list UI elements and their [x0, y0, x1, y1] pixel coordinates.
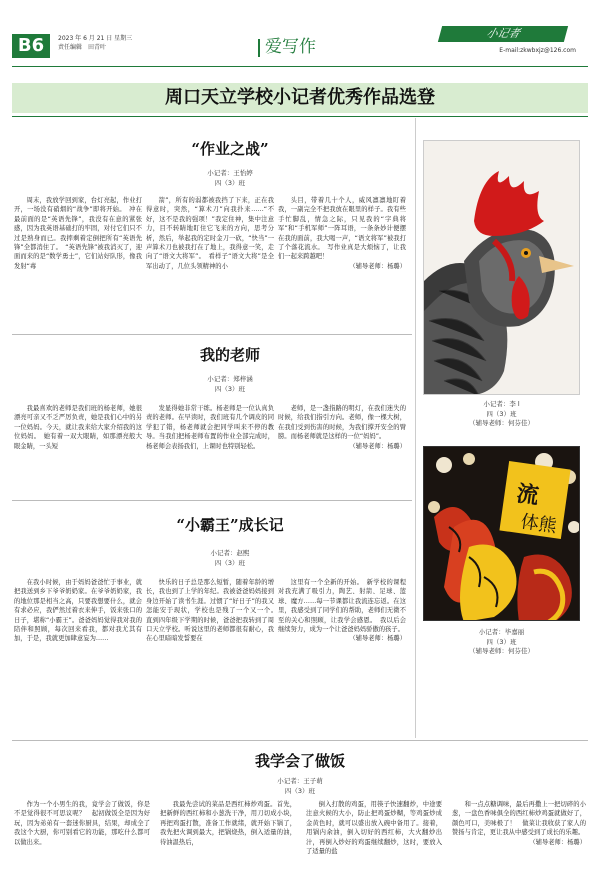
column-logo: 小记者: [438, 26, 568, 42]
article-4-col-4-text: 和一点点糖调味，最后再撒上一把切碎的小葱，一盘色香味俱全的西红柿炒鸡蛋就做好了，颜色可口，美味极了！ 做菜让我收获了家人的赞扬与肯定，更让我从中感受到了成长的乐趣。: [452, 801, 586, 837]
rooster-class: 四（3）班: [486, 409, 517, 418]
article-1-col-3: [278, 196, 406, 326]
article-1-class: 四（3）班: [214, 179, 246, 187]
article-2-col-3-text: 老师，是一盏指路的明灯，在我们迷失的时候，给我们指引方向。老师，像一棵大树，在我们受到伤害的时候，为我们撑开安全的臂膀。而杨老师就是这样的一位“妈妈”。: [278, 405, 406, 441]
column-divider: [415, 118, 416, 738]
svg-text:体熊: 体熊: [519, 511, 558, 538]
article-2-mentor: （辅导老师：杨璐）: [349, 442, 406, 450]
article-1-author: 小记者：王怡婷: [207, 169, 253, 177]
article-4-col-2: 我最先尝试的菜品是西红柿炒鸡蛋。首先，把新鲜的西红柿和小葱洗干净，用刀切成小块，再把鸡蛋打散，准备工作就绪，就开始下锅了，我先把火调到最大，把锅烧热，倒入适量的油，待油温热后，: [160, 801, 296, 846]
article-2-class: 四（3）班: [214, 385, 246, 393]
article-3-author: 小记者：赵熙: [210, 549, 250, 557]
article-3-col-3-text: 这里有一个全新的开始。 新学校的课程对我充满了吸引力，陶艺、射箭、足球、篮球、魔方……每一节课都让我流连忘返。在这里，我感受到了同学们的帮助，老师们无微不至的关心和照顾，让我学会感恩。 我以后会继续努力，成为一个让爸爸妈妈骄傲的孩子。: [278, 579, 406, 634]
dragon-painting: [423, 446, 580, 621]
article-3-class: 四（3）班: [214, 559, 246, 567]
article-4-mentor: （辅导老师：杨璐）: [529, 838, 586, 846]
article-2-byline: [180, 374, 280, 394]
page-banner: 周口天立学校小记者优秀作品选登: [12, 83, 588, 113]
article-3-mentor: （辅导老师：杨璐）: [349, 635, 406, 643]
dragon-author: 小记者：毕嘉丽: [478, 628, 525, 636]
header-rule: [12, 66, 588, 67]
article-1-col-1: 周末，我放学回到家，台灯亮起，作业打开，一场没有硝烟的“战争”即将开始。 冲在最前面的是“英语先锋”，我没有在意的紧张感，因为我英语基础打的牢固，对付它们只不过是熟身而已。我摔剩着定倒把所有“英语先锋”全都消住了。 “英语先锋”被我消灭了，迎面而来的是“数学勇士”，它们站好队形，像我发射“毒: [14, 197, 142, 270]
article-2-col-1: 我最喜欢的老师是我们班的杨老师，她很漂亮可亲又不乏严厉负责，她是我们心中的另一位妈妈。今天，就让我来给大家介绍我的这位妈妈。 她有着一双大眼睛，如那漂亮般大眼金睛，一头短: [14, 405, 142, 450]
rooster-painting: [423, 140, 580, 395]
header-date-block: [58, 34, 168, 52]
article-1-byline: [180, 168, 280, 188]
article-4-col-1: 作为一个小男生的我，竟学会了做饭，你是不是觉得很不可思议呢？ 起初做饭全是因为好玩，因为弟弟有一套迷你厨具，结果，却成全了我这个大厨，你可别看它的功能，那吃什么都可以做出来。: [14, 801, 150, 846]
article-4-col-4: [452, 800, 586, 886]
article-1-title: “作业之战”: [191, 140, 269, 158]
dragon-illustration: [424, 447, 580, 621]
article-divider: [12, 740, 588, 741]
dragon-class: 四（3）班: [486, 637, 517, 646]
header-email: E-mail:zkwbxjz@126.com: [499, 47, 576, 54]
article-2-title: 我的老师: [199, 346, 260, 364]
article-1-mentor: （辅导老师：杨璐）: [349, 262, 406, 270]
article-4-col-3: 倒入打散的鸡蛋，用筷子快速翻炒，中途要注意火候的大小，防止把鸡蛋炒糊，等鸡蛋炒成金黄色时，就可以盛出放入碗中备用了。接着，用锅内余油，倒入切好的西红柿，大火翻炒出汁，再倒入炒好的鸡蛋继续翻炒，这时，要放入了适量的盐: [306, 801, 442, 856]
section-label: 爱写作: [265, 37, 316, 57]
article-1-col-2: 箭”，所有的弱都被我挡了下来，正在我得意时，突然，“算术刀”向我扑来……“不好，这不是我的强项！”我定住神，集中注意力，目不转睛地盯住它飞来的方向，思考分析，然后，举起我的定时金刀一砍，“快当”一声算术刀也被我打在了地上，我得意一笑，走向了“语文大将军”。 看样子“语文大将”是全军出动了，几位头领精神的小: [146, 197, 274, 270]
article-4-byline: [250, 776, 350, 796]
article-2-author: 小记者：郑梓涵: [207, 375, 253, 383]
header-date: 2023 年 6 月 21 日 星期三: [58, 35, 133, 42]
dragon-caption: [423, 628, 580, 657]
article-3-col-1: 在我小时候，由于妈妈爸爸忙于事业，就把我送到乡下爷爷奶奶家。在爷爷奶奶家，我的地位那是相当之高，只要我想要什么，就会有求必应，我俨然过着衣来伸手，饭来张口的日子，堪称“小霸王”。爸爸妈妈觉得我对我的陪伴和照顾，每次回来看我，都对我尤其有加，于是，我就更加肆意妄为……: [14, 579, 142, 643]
article-3-title: “小霸王”成长记: [176, 516, 284, 534]
article-1-col-3-text: 头目，带着几十个人，威风凛凛地盯着我，一副完全不把我放在眼里的样子。我有些手忙脚乱，情急之际，只见我的“字典将军”和“手机军师”一阵耳语，一条条妙计便摆在我的面前，我大喝一声，“语文将军”被我打了个落花流水。 写作业真是大烦恼了，让我们一起来跨越吧！: [278, 197, 406, 261]
header-editor: 责任编辑 田青叶: [58, 44, 107, 51]
page-badge: B6: [12, 34, 50, 58]
article-3-col-2: 快乐的日子总是那么短暂，随着年龄的增长，我也到了上学的年纪。我被爸爸妈妈接到身边开始了读书生涯。过惯了“好日子”的我又怎能安于现状，学校也是残了一个又一个。 直到四年级下学期的时候，爸爸把我转到了周口天立学校。听说这里的老师都很有耐心，我在心里暗暗发誓要在: [146, 579, 274, 643]
article-2-col-3: [278, 404, 406, 492]
dragon-mentor: （辅导老师：何芬佳）: [469, 647, 534, 655]
section-title: [258, 32, 316, 57]
article-3-col-3: [278, 578, 406, 698]
section-bar: [258, 39, 260, 57]
article-2-col-2: 发显得她非常干练。杨老师是一位认真负责的老师。在早读时，我们班有几个调皮的同学犯了错，杨老师就会把同学叫来不停的教导。当我们把杨老师布置的作业全部完成时，杨老师会表扬我们，上课时也特别轻松。: [146, 405, 274, 450]
svg-text:流: 流: [514, 481, 541, 510]
rooster-mentor: （辅导老师：何芬佳）: [469, 419, 534, 427]
rooster-caption: [423, 400, 580, 429]
rooster-author: 小记者：李 l: [483, 400, 520, 408]
article-3-byline: [180, 548, 280, 568]
article-divider: [12, 500, 412, 501]
page-header: [0, 22, 600, 72]
article-divider: [12, 334, 412, 335]
rooster-illustration: [424, 141, 580, 395]
article-4-title: 我学会了做饭: [254, 752, 345, 770]
article-4-author: 小记者：王子萌: [277, 777, 323, 785]
article-4-class: 四（3）班: [284, 787, 316, 795]
banner-rule: [12, 116, 588, 117]
